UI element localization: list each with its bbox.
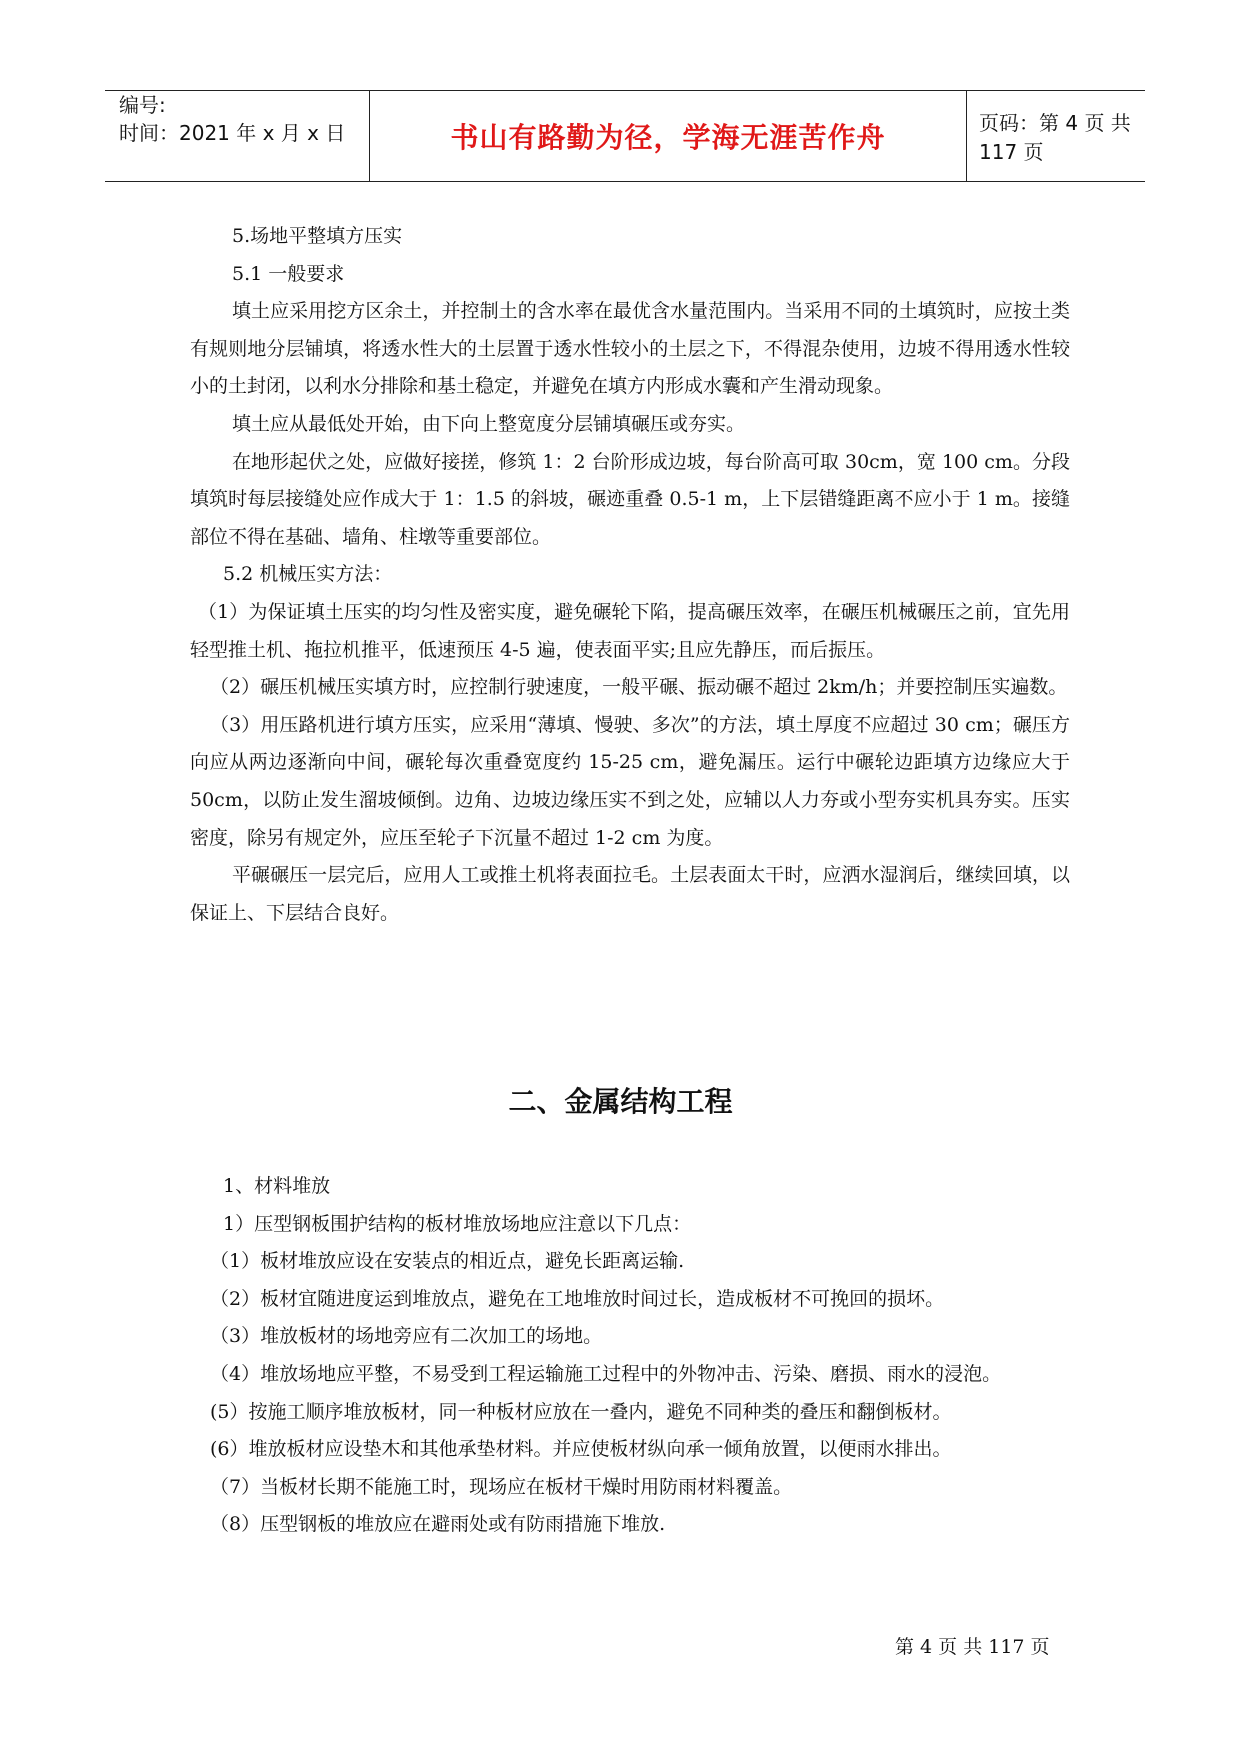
list-item-4: （4）堆放场地应平整，不易受到工程运输施工过程中的外物冲击、污染、磨损、雨水的浸泡。: [210, 1362, 1002, 1385]
page-footer: 第 4 页 共 117 页: [895, 1636, 1050, 1658]
document-time-label: 时间：2021 年 x 月 x 日: [119, 121, 346, 145]
section-title: 二、金属结构工程: [508, 1085, 733, 1118]
page-header: [105, 90, 1145, 182]
list-item-3: （3）堆放板材的场地旁应有二次加工的场地。: [210, 1325, 603, 1348]
paragraph-item-2: （2）碾压机械压实填方时，应控制行驶速度，一般平碾、振动碾不超过 2km/h；并要控制压实遍数。: [210, 676, 1068, 699]
document-number-label: 编号:: [119, 93, 166, 117]
paragraph-item-1: （1）为保证填土压实的均匀性及密实度，避免碾轮下陷，提高碾压效率，在碾压机械碾压之前，宜先用轻型推土机、拖拉机推平，低速预压 4-5 遍，使表面平实;且应先静压，而后振压。: [190, 600, 1070, 661]
paragraph-item-3: （3）用压路机进行填方压实，应采用“薄填、慢驶、多次”的方法，填土厚度不应超过 30 cm；碾压方向应从两边逐渐向中间，碾轮每次重叠宽度约 15-25 cm，避免漏压。运行中碾轮边距填方边缘应大于 50cm，以防止发生溜坡倾倒。边角、边坡边缘压实不到之处，应辅以人力夯或小型夯实机具夯实。压实密度，除另有规定外，应压至轮子下沉量不超过 1-2 cm 为度。: [190, 713, 1070, 849]
list-item-5: (5）按施工顺序堆放板材，同一种板材应放在一叠内，避免不同种类的叠压和翻倒板材。: [210, 1400, 952, 1423]
heading-5: 5.场地平整填方压实: [232, 225, 403, 247]
header-motto: 书山有路勤为径，学海无涯苦作舟: [450, 121, 886, 154]
list-item-8: （8）压型钢板的堆放应在避雨处或有防雨措施下堆放.: [210, 1513, 666, 1536]
paragraph-fill-order: 填土应从最低处开始，由下向上整宽度分层铺填碾压或夯实。: [232, 412, 746, 435]
paragraph-storage-intro: 1）压型钢板围护结构的板材堆放场地应注意以下几点：: [223, 1212, 692, 1235]
heading-material-storage: 1、材料堆放: [223, 1175, 331, 1197]
list-item-6: (6）堆放板材应设垫木和其他承垫材料。并应使板材纵向承一倾角放置，以便雨水排出。: [210, 1438, 952, 1461]
heading-5-1: 5.1 一般要求: [232, 262, 345, 285]
list-item-1: （1）板材堆放应设在安装点的相近点，避免长距离运输.: [210, 1250, 685, 1273]
body-section-metal: [190, 1168, 1070, 1544]
paragraph-fill-soil: 填土应采用挖方区余土，并控制土的含水率在最优含水量范围内。当采用不同的土填筑时，应按土类有规则地分层铺填，将透水性大的土层置于透水性较小的土层之下，不得混杂使用，边坡不得用透水性较小的土封闭，以利水分排除和基土稳定，并避免在填方内形成水囊和产生滑动现象。: [190, 300, 1070, 398]
header-page-cell: [967, 91, 1145, 181]
header-page-info: 页码：第 4 页 共 117 页: [979, 111, 1131, 164]
list-item-2: （2）板材宜随进度运到堆放点，避免在工地堆放时间过长，造成板材不可挽回的损坏。: [210, 1287, 945, 1310]
body-section-fill: [190, 218, 1070, 932]
paragraph-roughen: 平碾碾压一层完后，应用人工或推土机将表面拉毛。土层表面太干时，应洒水湿润后，继续回填，以保证上、下层结合良好。: [190, 864, 1070, 924]
header-motto-cell: [370, 91, 967, 181]
header-left-cell: [105, 91, 370, 181]
paragraph-terrain: 在地形起伏之处，应做好接搓，修筑 1：2 台阶形成边坡，每台阶高可取 30cm，宽 100 cm。分段填筑时每层接缝处应作成大于 1：1.5 的斜坡，碾迹重叠 0.5-1 m，上下层错缝距离不应小于 1 m。接缝部位不得在基础、墙角、柱墩等重要部位。: [190, 450, 1070, 548]
list-item-7: （7）当板材长期不能施工时，现场应在板材干燥时用防雨材料覆盖。: [210, 1475, 793, 1498]
heading-5-2: 5.2 机械压实方法：: [223, 563, 393, 586]
